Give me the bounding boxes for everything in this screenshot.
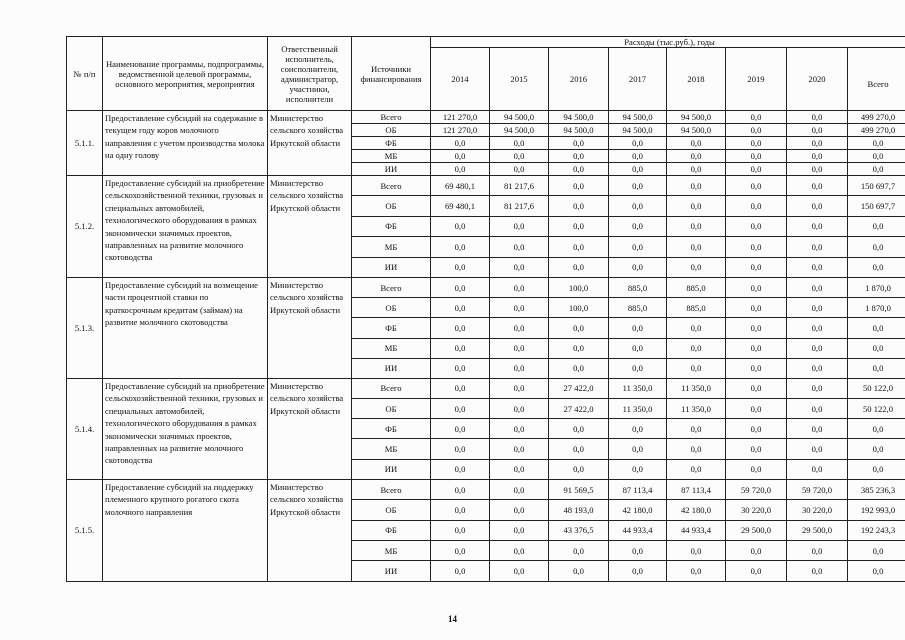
- value-cell: 121 270,0: [431, 124, 490, 137]
- value-cell: 0,0: [787, 196, 848, 216]
- funding-source: Всего: [352, 176, 431, 196]
- value-cell: 0,0: [431, 378, 490, 398]
- item-responsible: Министерство сельского хозяйства Иркутской области: [268, 479, 352, 581]
- value-cell: 0,0: [726, 237, 787, 257]
- value-cell: 0,0: [667, 176, 726, 196]
- value-cell: 0,0: [726, 298, 787, 318]
- funding-source: ИИ: [352, 459, 431, 479]
- value-cell: 0,0: [609, 561, 667, 581]
- value-cell: 0,0: [609, 137, 667, 150]
- value-cell: 0,0: [667, 459, 726, 479]
- table-body: [67, 111, 905, 582]
- total-cell: 499 270,0: [848, 111, 905, 124]
- header-number: № п/п: [67, 37, 103, 111]
- value-cell: 11 350,0: [667, 399, 726, 419]
- value-cell: 0,0: [787, 459, 848, 479]
- value-cell: 94 500,0: [609, 124, 667, 137]
- value-cell: 0,0: [549, 541, 609, 561]
- value-cell: 42 180,0: [667, 500, 726, 520]
- value-cell: 0,0: [726, 358, 787, 378]
- value-cell: 0,0: [431, 541, 490, 561]
- value-cell: 0,0: [726, 176, 787, 196]
- item-name: Предоставление субсидий на возмещение части процентной ставки по краткосрочным кредитам (займам) на развитие молочного скотоводства: [103, 277, 268, 378]
- value-cell: 11 350,0: [609, 399, 667, 419]
- funding-source: Всего: [352, 378, 431, 398]
- item-name: Предоставление субсидий на содержание в текущем году коров молочного направления с учетом производства молока на одну голову: [103, 111, 268, 176]
- total-cell: 499 270,0: [848, 124, 905, 137]
- header-year: 2018: [667, 48, 726, 111]
- value-cell: 0,0: [431, 237, 490, 257]
- value-cell: 81 217,6: [490, 176, 549, 196]
- total-cell: 192 243,3: [848, 520, 905, 540]
- value-cell: 0,0: [431, 277, 490, 297]
- funding-source: ОБ: [352, 500, 431, 520]
- value-cell: 0,0: [726, 419, 787, 439]
- value-cell: 27 422,0: [549, 399, 609, 419]
- value-cell: 0,0: [490, 216, 549, 236]
- value-cell: 69 480,1: [431, 196, 490, 216]
- value-cell: 0,0: [431, 479, 490, 499]
- value-cell: 0,0: [726, 399, 787, 419]
- value-cell: 885,0: [667, 277, 726, 297]
- value-cell: 0,0: [726, 196, 787, 216]
- budget-table: [66, 36, 905, 582]
- value-cell: 30 220,0: [726, 500, 787, 520]
- value-cell: 0,0: [726, 338, 787, 358]
- value-cell: 0,0: [549, 318, 609, 338]
- funding-source: Всего: [352, 111, 431, 124]
- item-number: 5.1.5.: [67, 479, 103, 581]
- total-cell: 1 870,0: [848, 277, 905, 297]
- value-cell: 0,0: [431, 520, 490, 540]
- funding-source: ИИ: [352, 358, 431, 378]
- value-cell: 0,0: [431, 137, 490, 150]
- total-cell: 0,0: [848, 150, 905, 163]
- value-cell: 0,0: [726, 378, 787, 398]
- value-cell: 0,0: [609, 459, 667, 479]
- header-expenses: Расходы (тыс.руб.), годы: [431, 37, 905, 48]
- value-cell: 0,0: [787, 318, 848, 338]
- header-total: Всего: [848, 48, 905, 111]
- value-cell: 0,0: [667, 237, 726, 257]
- header-source: Источники финансирования: [352, 37, 431, 111]
- value-cell: 0,0: [490, 237, 549, 257]
- value-cell: 0,0: [549, 237, 609, 257]
- value-cell: 0,0: [667, 137, 726, 150]
- value-cell: 0,0: [726, 541, 787, 561]
- funding-source: Всего: [352, 277, 431, 297]
- value-cell: 100,0: [549, 298, 609, 318]
- total-cell: 1 870,0: [848, 298, 905, 318]
- value-cell: 0,0: [726, 137, 787, 150]
- value-cell: 0,0: [667, 358, 726, 378]
- value-cell: 59 720,0: [726, 479, 787, 499]
- value-cell: 94 500,0: [609, 111, 667, 124]
- value-cell: 0,0: [490, 298, 549, 318]
- funding-source: МБ: [352, 150, 431, 163]
- value-cell: 0,0: [549, 561, 609, 581]
- value-cell: 94 500,0: [490, 111, 549, 124]
- total-cell: 0,0: [848, 561, 905, 581]
- value-cell: 0,0: [787, 561, 848, 581]
- value-cell: 121 270,0: [431, 111, 490, 124]
- value-cell: 885,0: [667, 298, 726, 318]
- value-cell: 0,0: [490, 137, 549, 150]
- value-cell: 0,0: [609, 196, 667, 216]
- value-cell: 0,0: [609, 257, 667, 277]
- table-row: [67, 111, 905, 124]
- value-cell: 0,0: [787, 257, 848, 277]
- value-cell: 0,0: [549, 163, 609, 176]
- value-cell: 0,0: [667, 216, 726, 236]
- value-cell: 44 933,4: [609, 520, 667, 540]
- value-cell: 0,0: [726, 216, 787, 236]
- value-cell: 0,0: [726, 257, 787, 277]
- table-header: [67, 37, 905, 111]
- value-cell: 100,0: [549, 277, 609, 297]
- value-cell: 0,0: [787, 216, 848, 236]
- table-row: [67, 277, 905, 297]
- value-cell: 0,0: [431, 439, 490, 459]
- value-cell: 0,0: [609, 163, 667, 176]
- value-cell: 0,0: [667, 196, 726, 216]
- header-year: 2016: [549, 48, 609, 111]
- total-cell: 0,0: [848, 419, 905, 439]
- item-responsible: Министерство сельского хозяйства Иркутской области: [268, 176, 352, 278]
- table-row: [67, 479, 905, 499]
- total-cell: 150 697,7: [848, 176, 905, 196]
- value-cell: 0,0: [490, 500, 549, 520]
- value-cell: 0,0: [787, 541, 848, 561]
- total-cell: 385 236,3: [848, 479, 905, 499]
- value-cell: 43 376,5: [549, 520, 609, 540]
- value-cell: 0,0: [431, 419, 490, 439]
- value-cell: 0,0: [490, 338, 549, 358]
- total-cell: 0,0: [848, 439, 905, 459]
- value-cell: 0,0: [490, 479, 549, 499]
- value-cell: 0,0: [549, 439, 609, 459]
- value-cell: 0,0: [431, 561, 490, 581]
- funding-source: ФБ: [352, 520, 431, 540]
- value-cell: 0,0: [431, 459, 490, 479]
- total-cell: 0,0: [848, 137, 905, 150]
- total-cell: 192 993,0: [848, 500, 905, 520]
- table-row: [67, 378, 905, 398]
- value-cell: 0,0: [787, 419, 848, 439]
- value-cell: 0,0: [549, 176, 609, 196]
- item-responsible: Министерство сельского хозяйства Иркутской области: [268, 111, 352, 176]
- value-cell: 0,0: [549, 137, 609, 150]
- value-cell: 48 193,0: [549, 500, 609, 520]
- header-responsible: Ответственный исполнитель, соисполнители, администратор, участники, исполнители: [268, 37, 352, 111]
- funding-source: МБ: [352, 338, 431, 358]
- value-cell: 0,0: [787, 124, 848, 137]
- value-cell: 0,0: [787, 176, 848, 196]
- value-cell: 0,0: [431, 358, 490, 378]
- value-cell: 0,0: [787, 150, 848, 163]
- header-year: 2017: [609, 48, 667, 111]
- total-cell: 150 697,7: [848, 196, 905, 216]
- value-cell: 59 720,0: [787, 479, 848, 499]
- value-cell: 0,0: [726, 277, 787, 297]
- item-responsible: Министерство сельского хозяйства Иркутской области: [268, 378, 352, 479]
- value-cell: 0,0: [431, 318, 490, 338]
- value-cell: 81 217,6: [490, 196, 549, 216]
- value-cell: 87 113,4: [667, 479, 726, 499]
- header-year: 2015: [490, 48, 549, 111]
- value-cell: 0,0: [667, 561, 726, 581]
- value-cell: 0,0: [490, 399, 549, 419]
- total-cell: 0,0: [848, 257, 905, 277]
- value-cell: 0,0: [609, 358, 667, 378]
- value-cell: 0,0: [787, 163, 848, 176]
- value-cell: 0,0: [667, 439, 726, 459]
- value-cell: 91 569,5: [549, 479, 609, 499]
- total-cell: 0,0: [848, 216, 905, 236]
- value-cell: 0,0: [726, 439, 787, 459]
- item-number: 5.1.2.: [67, 176, 103, 278]
- funding-source: ФБ: [352, 137, 431, 150]
- value-cell: 0,0: [490, 277, 549, 297]
- header-name: Наименование программы, подпрограммы, ведомственной целевой программы, основного мероприятия, мероприятия: [103, 37, 268, 111]
- value-cell: 0,0: [549, 216, 609, 236]
- value-cell: 29 500,0: [787, 520, 848, 540]
- header-year: 2019: [726, 48, 787, 111]
- value-cell: 94 500,0: [490, 124, 549, 137]
- total-cell: 0,0: [848, 338, 905, 358]
- funding-source: ИИ: [352, 561, 431, 581]
- funding-source: МБ: [352, 541, 431, 561]
- value-cell: 0,0: [431, 150, 490, 163]
- value-cell: 0,0: [787, 237, 848, 257]
- value-cell: 0,0: [490, 419, 549, 439]
- value-cell: 0,0: [431, 399, 490, 419]
- value-cell: 0,0: [609, 237, 667, 257]
- value-cell: 87 113,4: [609, 479, 667, 499]
- value-cell: 27 422,0: [549, 378, 609, 398]
- value-cell: 0,0: [609, 338, 667, 358]
- table-row: [67, 176, 905, 196]
- value-cell: 0,0: [431, 216, 490, 236]
- total-cell: 0,0: [848, 541, 905, 561]
- value-cell: 94 500,0: [667, 124, 726, 137]
- value-cell: 0,0: [490, 541, 549, 561]
- value-cell: 0,0: [667, 541, 726, 561]
- value-cell: 0,0: [787, 399, 848, 419]
- value-cell: 0,0: [787, 378, 848, 398]
- value-cell: 11 350,0: [667, 378, 726, 398]
- page-number: 14: [448, 614, 457, 624]
- total-cell: 50 122,0: [848, 378, 905, 398]
- funding-source: ОБ: [352, 399, 431, 419]
- value-cell: 0,0: [609, 439, 667, 459]
- value-cell: 0,0: [431, 298, 490, 318]
- value-cell: 0,0: [549, 257, 609, 277]
- total-cell: 0,0: [848, 163, 905, 176]
- value-cell: 29 500,0: [726, 520, 787, 540]
- value-cell: 0,0: [549, 358, 609, 378]
- value-cell: 0,0: [490, 459, 549, 479]
- value-cell: 0,0: [490, 439, 549, 459]
- value-cell: 0,0: [787, 338, 848, 358]
- value-cell: 0,0: [726, 561, 787, 581]
- value-cell: 0,0: [609, 216, 667, 236]
- header-year: 2014: [431, 48, 490, 111]
- value-cell: 0,0: [490, 358, 549, 378]
- value-cell: 0,0: [726, 124, 787, 137]
- value-cell: 0,0: [667, 163, 726, 176]
- value-cell: 0,0: [490, 318, 549, 338]
- item-name: Предоставление субсидий на приобретение сельскохозяйственной техники, грузовых и специальных автомобилей, технологического оборудования в рамках экономически значимых проектов, направленных на развитие молочного скотоводства: [103, 176, 268, 278]
- value-cell: 0,0: [549, 150, 609, 163]
- funding-source: ОБ: [352, 196, 431, 216]
- value-cell: 0,0: [726, 318, 787, 338]
- value-cell: 885,0: [609, 277, 667, 297]
- funding-source: ИИ: [352, 257, 431, 277]
- value-cell: 0,0: [726, 150, 787, 163]
- funding-source: ФБ: [352, 216, 431, 236]
- value-cell: 94 500,0: [549, 124, 609, 137]
- value-cell: 0,0: [609, 419, 667, 439]
- funding-source: ФБ: [352, 419, 431, 439]
- value-cell: 0,0: [431, 500, 490, 520]
- value-cell: 0,0: [490, 257, 549, 277]
- value-cell: 0,0: [667, 257, 726, 277]
- value-cell: 0,0: [609, 176, 667, 196]
- value-cell: 11 350,0: [609, 378, 667, 398]
- funding-source: ИИ: [352, 163, 431, 176]
- value-cell: 0,0: [490, 520, 549, 540]
- value-cell: 0,0: [726, 163, 787, 176]
- value-cell: 0,0: [726, 459, 787, 479]
- value-cell: 0,0: [431, 163, 490, 176]
- value-cell: 0,0: [490, 378, 549, 398]
- value-cell: 0,0: [609, 318, 667, 338]
- value-cell: 0,0: [787, 137, 848, 150]
- value-cell: 0,0: [490, 163, 549, 176]
- funding-source: Всего: [352, 479, 431, 499]
- total-cell: 50 122,0: [848, 399, 905, 419]
- item-responsible: Министерство сельского хозяйства Иркутской области: [268, 277, 352, 378]
- value-cell: 0,0: [549, 338, 609, 358]
- value-cell: 42 180,0: [609, 500, 667, 520]
- item-number: 5.1.3.: [67, 277, 103, 378]
- value-cell: 44 933,4: [667, 520, 726, 540]
- header-year: 2020: [787, 48, 848, 111]
- value-cell: 0,0: [609, 150, 667, 163]
- funding-source: ФБ: [352, 318, 431, 338]
- value-cell: 0,0: [787, 277, 848, 297]
- value-cell: 30 220,0: [787, 500, 848, 520]
- value-cell: 69 480,1: [431, 176, 490, 196]
- value-cell: 0,0: [490, 561, 549, 581]
- funding-source: МБ: [352, 439, 431, 459]
- value-cell: 94 500,0: [549, 111, 609, 124]
- value-cell: 0,0: [549, 196, 609, 216]
- total-cell: 0,0: [848, 237, 905, 257]
- value-cell: 885,0: [609, 298, 667, 318]
- funding-source: ОБ: [352, 124, 431, 137]
- value-cell: 0,0: [667, 318, 726, 338]
- value-cell: 0,0: [490, 150, 549, 163]
- item-number: 5.1.1.: [67, 111, 103, 176]
- total-cell: 0,0: [848, 358, 905, 378]
- funding-source: МБ: [352, 237, 431, 257]
- value-cell: 0,0: [667, 338, 726, 358]
- value-cell: 0,0: [549, 419, 609, 439]
- value-cell: 0,0: [609, 541, 667, 561]
- value-cell: 0,0: [787, 111, 848, 124]
- value-cell: 0,0: [787, 439, 848, 459]
- value-cell: 0,0: [667, 150, 726, 163]
- value-cell: 0,0: [549, 459, 609, 479]
- value-cell: 94 500,0: [667, 111, 726, 124]
- funding-source: ОБ: [352, 298, 431, 318]
- total-cell: 0,0: [848, 459, 905, 479]
- value-cell: 0,0: [431, 257, 490, 277]
- item-name: Предоставление субсидий на поддержку племенного крупного рогатого скота молочного направления: [103, 479, 268, 581]
- item-name: Предоставление субсидий на приобретение сельскохозяйственной техники, грузовых и специальных автомобилей, технологического оборудования в рамках экономически значимых проектов, направленных на развитие молочного скотоводства: [103, 378, 268, 479]
- value-cell: 0,0: [431, 338, 490, 358]
- value-cell: 0,0: [787, 358, 848, 378]
- value-cell: 0,0: [726, 111, 787, 124]
- value-cell: 0,0: [787, 298, 848, 318]
- value-cell: 0,0: [667, 419, 726, 439]
- total-cell: 0,0: [848, 318, 905, 338]
- item-number: 5.1.4.: [67, 378, 103, 479]
